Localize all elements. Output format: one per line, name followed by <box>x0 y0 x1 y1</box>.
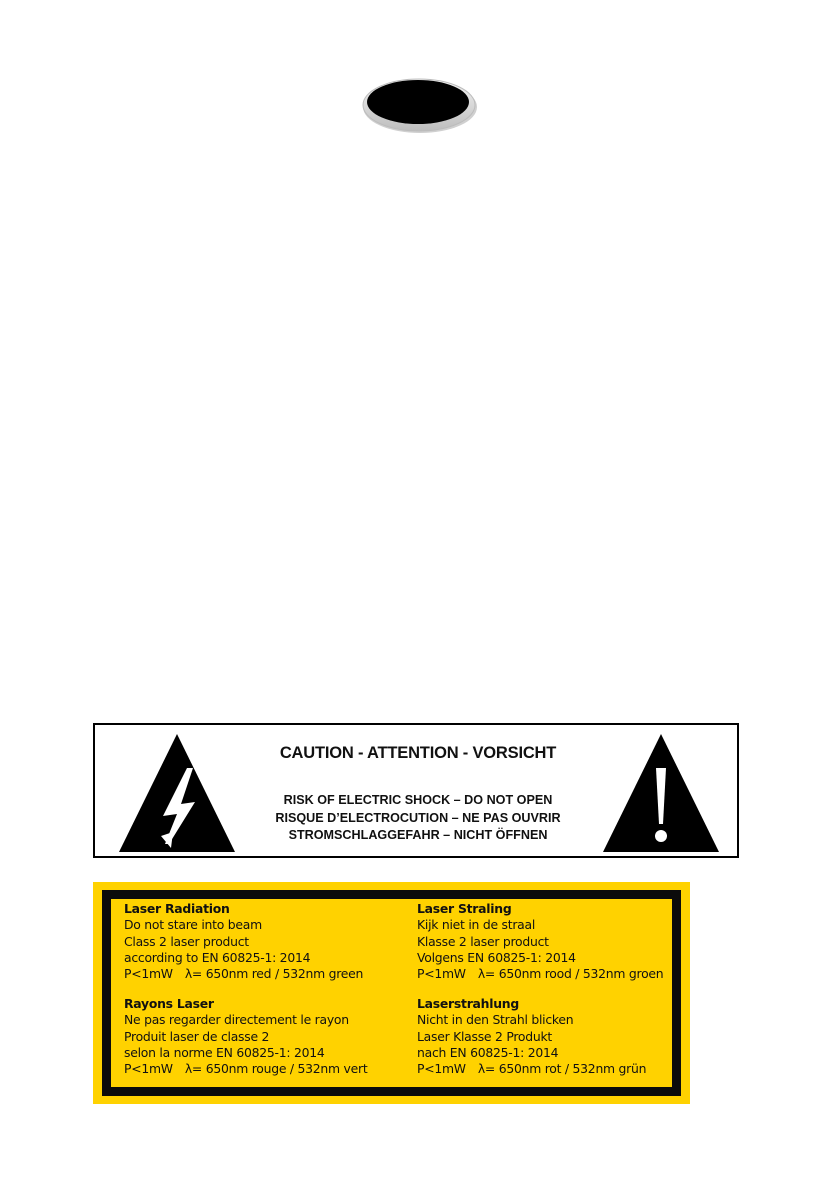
laser-block-french <box>124 996 367 1077</box>
laser-power: P<1mW <box>417 966 466 982</box>
laser-wavelength: λ= 650nm rouge / 532nm vert <box>184 1061 368 1077</box>
laser-heading: Laser Radiation <box>124 901 230 916</box>
laser-line: nach EN 60825-1: 2014 <box>417 1044 559 1060</box>
electric-shock-warning-icon <box>117 732 237 854</box>
laser-block-german <box>417 996 646 1077</box>
laser-power: P<1mW <box>417 1061 466 1077</box>
laser-wavelength: λ= 650nm rot / 532nm grün <box>477 1061 647 1077</box>
laser-line: Nicht in den Strahl blicken <box>417 1012 574 1028</box>
laser-wavelength: λ= 650nm rood / 532nm groen <box>477 966 664 982</box>
laser-block-dutch <box>417 901 663 982</box>
laser-line: Klasse 2 laser product <box>417 933 549 949</box>
laser-power: P<1mW <box>124 1061 173 1077</box>
caution-line-fr: RISQUE D’ELECTROCUTION – NE PAS OUVRIR <box>275 810 561 825</box>
laser-line: Kijk niet in de straal <box>417 917 536 933</box>
laser-heading: Rayons Laser <box>124 996 214 1011</box>
laser-line: Ne pas regarder directement le rayon <box>124 1012 349 1028</box>
laser-line: Class 2 laser product <box>124 933 249 949</box>
laser-line: Do not stare into beam <box>124 917 262 933</box>
exclamation-warning-icon <box>601 732 721 854</box>
laser-wavelength: λ= 650nm red / 532nm green <box>184 966 364 982</box>
laser-heading: Laserstrahlung <box>417 996 519 1011</box>
laser-warning-label <box>93 882 690 1104</box>
laser-block-english <box>124 901 363 982</box>
caution-lines <box>245 792 591 845</box>
laser-line: Laser Klasse 2 Produkt <box>417 1028 552 1044</box>
laser-line: selon la norme EN 60825-1: 2014 <box>124 1044 325 1060</box>
laser-line: according to EN 60825-1: 2014 <box>124 949 311 965</box>
laser-power: P<1mW <box>124 966 173 982</box>
laser-label-border <box>102 890 681 1096</box>
caution-title: CAUTION - ATTENTION - VORSICHT <box>279 744 557 762</box>
page-badge <box>362 76 478 134</box>
caution-line-de: STROMSCHLAGGEFAHR – NICHT ÖFFNEN <box>288 828 548 842</box>
laser-line: Volgens EN 60825-1: 2014 <box>417 949 576 965</box>
caution-panel <box>93 723 739 858</box>
laser-line: Produit laser de classe 2 <box>124 1028 270 1044</box>
caution-line-en: RISK OF ELECTRIC SHOCK – DO NOT OPEN <box>283 793 553 807</box>
laser-heading: Laser Straling <box>417 901 512 916</box>
